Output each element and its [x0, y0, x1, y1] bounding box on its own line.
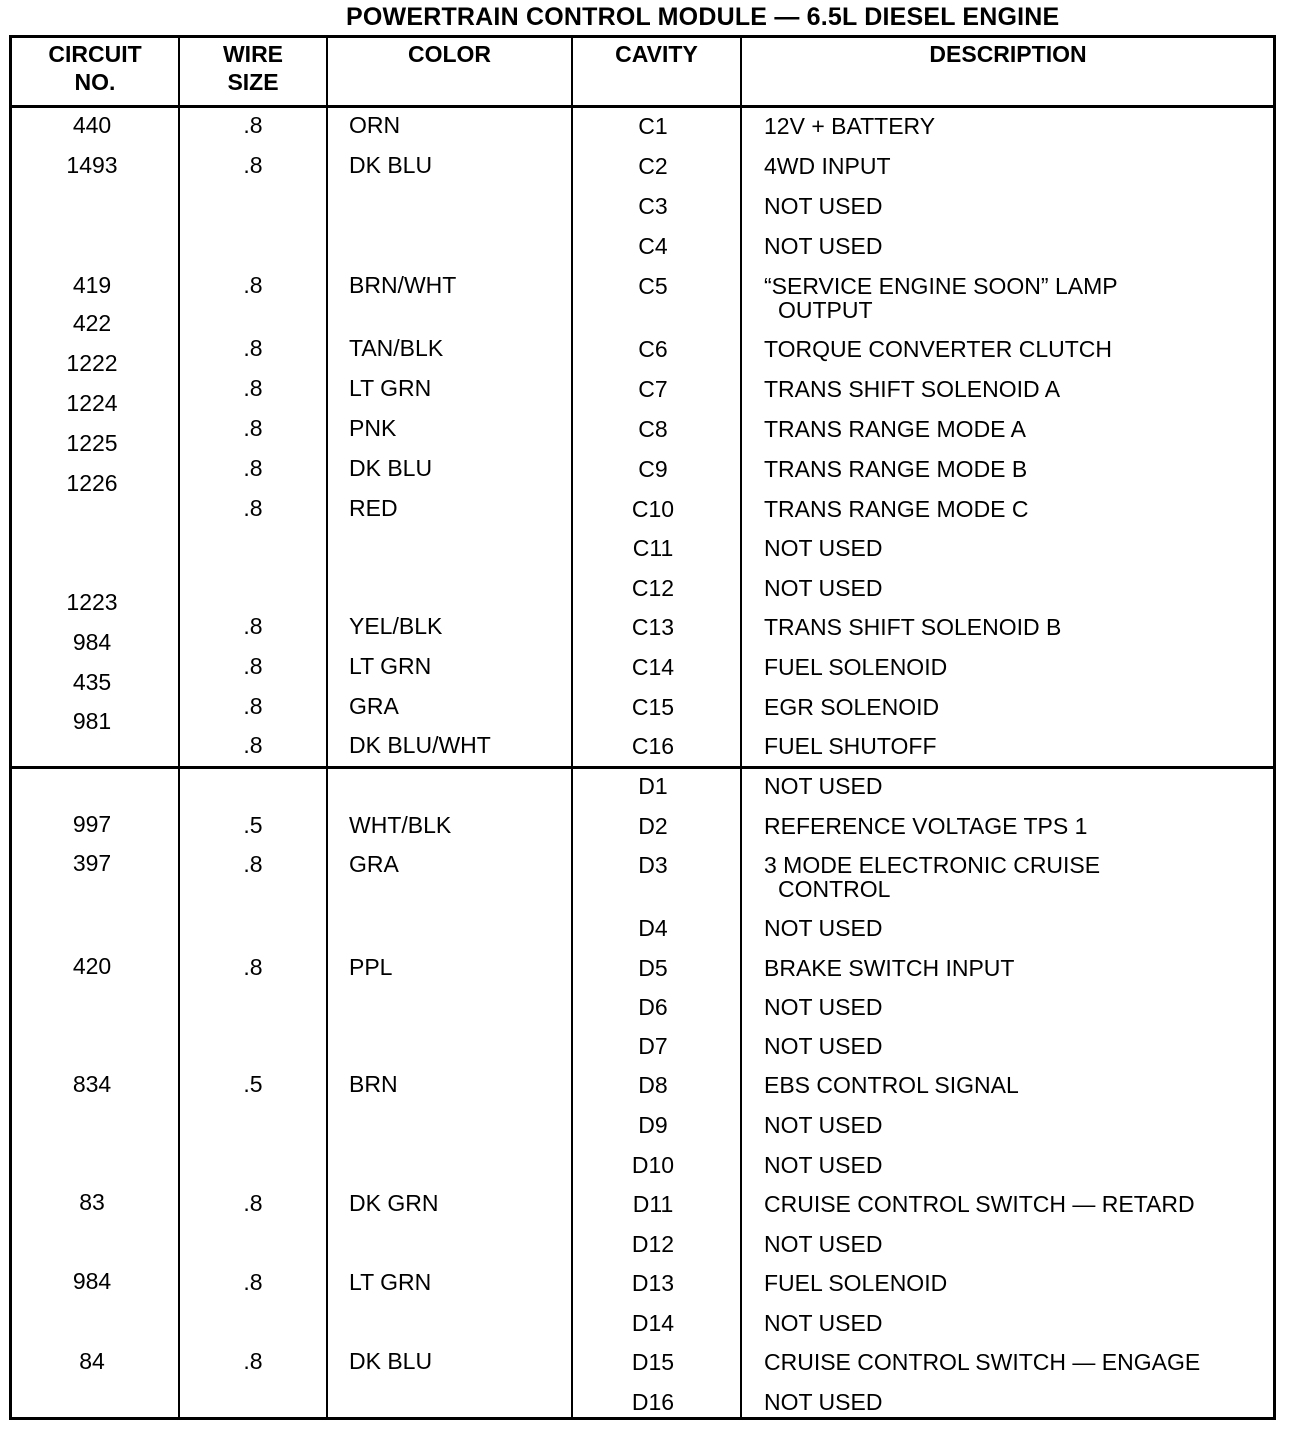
description-line1: TRANS RANGE MODE A [764, 416, 1026, 442]
wire-size: .5 [243, 1071, 263, 1097]
cavity: C2 [638, 153, 668, 179]
circuit-number: 1226 [66, 470, 118, 496]
cavity: D12 [631, 1231, 675, 1257]
description [764, 377, 1060, 401]
wire-color: DK BLU [349, 455, 433, 481]
description-line1: NOT USED [764, 1033, 883, 1059]
wire-color: ORN [349, 112, 401, 138]
wire-color: PNK [349, 415, 397, 441]
description [764, 695, 939, 719]
description-line2: CONTROL [778, 876, 891, 902]
description-line1: FUEL SOLENOID [764, 1270, 948, 1296]
header-circuit-line1: CIRCUIT [48, 41, 142, 67]
description-line1: 4WD INPUT [764, 153, 891, 179]
description [764, 916, 882, 940]
cavity: D8 [638, 1072, 668, 1098]
description-line1: TRANS RANGE MODE C [764, 496, 1029, 522]
description-line1: EBS CONTROL SIGNAL [764, 1072, 1019, 1098]
header-wire-size [180, 40, 326, 96]
circuit-number: 981 [72, 708, 112, 734]
description-line1: NOT USED [764, 915, 883, 941]
wire-color: WHT/BLK [349, 812, 452, 838]
description [764, 615, 1061, 639]
wire-color: GRA [349, 851, 399, 877]
header-divider [9, 105, 1276, 108]
description-line1: NOT USED [764, 1231, 883, 1257]
wire-size: .8 [243, 272, 263, 298]
description [764, 337, 1112, 361]
description-line1: “SERVICE ENGINE SOON” LAMP [764, 273, 1118, 299]
circuit-number: 984 [72, 629, 112, 655]
wire-size: .5 [243, 812, 263, 838]
description-line1: TRANS RANGE MODE B [764, 456, 1028, 482]
cavity: C15 [631, 694, 675, 720]
wire-size: .8 [243, 693, 263, 719]
cavity: C12 [631, 575, 675, 601]
circuit-number: 1493 [66, 152, 118, 178]
description [764, 536, 882, 560]
cavity: D10 [631, 1152, 675, 1178]
cavity: D1 [638, 773, 668, 799]
wire-color: PPL [349, 954, 393, 980]
wire-color: DK GRN [349, 1190, 439, 1216]
cavity: D5 [638, 955, 668, 981]
circuit-number: 834 [72, 1071, 112, 1097]
column-divider [326, 35, 328, 1420]
description [764, 1271, 947, 1295]
description [764, 1192, 1195, 1216]
wire-size: .8 [243, 335, 263, 361]
wire-size: .8 [243, 954, 263, 980]
circuit-number: 422 [72, 310, 112, 336]
description-line1: NOT USED [764, 994, 883, 1020]
description [764, 995, 882, 1019]
circuit-number: 397 [72, 850, 112, 876]
description-line1: NOT USED [764, 1152, 883, 1178]
description [764, 1073, 1019, 1097]
wire-size: .8 [243, 415, 263, 441]
wire-size: .8 [243, 653, 263, 679]
description [764, 1034, 882, 1058]
circuit-number: 1225 [66, 430, 118, 456]
wire-size: .8 [243, 1348, 263, 1374]
description-line1: CRUISE CONTROL SWITCH — RETARD [764, 1191, 1195, 1217]
wire-color: RED [349, 495, 398, 521]
header-color: COLOR [407, 41, 492, 67]
description [764, 1113, 882, 1137]
header-cavity: CAVITY [615, 41, 698, 67]
description [764, 457, 1027, 481]
cavity: C3 [638, 193, 668, 219]
circuit-number: 984 [72, 1268, 112, 1294]
wire-color: LT GRN [349, 375, 432, 401]
description-line1: REFERENCE VOLTAGE TPS 1 [764, 813, 1088, 839]
description [764, 1232, 882, 1256]
description-line1: TRANS SHIFT SOLENOID A [764, 376, 1061, 402]
wire-size: .8 [243, 375, 263, 401]
description [764, 1311, 882, 1335]
cavity: C10 [631, 496, 675, 522]
circuit-number: 83 [79, 1189, 105, 1215]
wire-color: YEL/BLK [349, 613, 443, 639]
cavity: D6 [638, 994, 668, 1020]
description-line1: 12V + BATTERY [764, 113, 936, 139]
circuit-number: 440 [72, 112, 112, 138]
description [764, 114, 935, 138]
wire-size: .8 [243, 851, 263, 877]
cavity: C8 [638, 416, 668, 442]
description [764, 194, 882, 218]
wire-color: BRN/WHT [349, 272, 457, 298]
wire-color: GRA [349, 693, 399, 719]
circuit-number: 1222 [66, 350, 118, 376]
description-line1: CRUISE CONTROL SWITCH — ENGAGE [764, 1349, 1201, 1375]
cavity: D2 [638, 813, 668, 839]
cavity: C1 [638, 113, 668, 139]
description-line1: 3 MODE ELECTRONIC CRUISE [764, 852, 1101, 878]
cavity: D13 [631, 1270, 675, 1296]
wire-size: .8 [243, 495, 263, 521]
wire-size: .8 [243, 1269, 263, 1295]
connector-divider [9, 766, 1276, 769]
wire-color: BRN [349, 1071, 398, 1097]
cavity: D4 [638, 915, 668, 941]
wire-color: DK BLU [349, 1348, 433, 1374]
circuit-number: 84 [79, 1348, 105, 1374]
description-line1: NOT USED [764, 773, 883, 799]
wire-size: .8 [243, 613, 263, 639]
description [764, 234, 882, 258]
cavity: C7 [638, 376, 668, 402]
page-title: POWERTRAIN CONTROL MODULE — 6.5L DIESEL ENGINE [346, 3, 1060, 31]
description [764, 1390, 882, 1414]
description [764, 853, 1100, 901]
description [764, 1153, 882, 1177]
wire-color: TAN/BLK [349, 335, 444, 361]
description [764, 417, 1026, 441]
cavity: C16 [631, 733, 675, 759]
description-line1: NOT USED [764, 1112, 883, 1138]
circuit-number: 420 [72, 953, 112, 979]
description-line1: EGR SOLENOID [764, 694, 940, 720]
cavity: C13 [631, 614, 675, 640]
circuit-number: 997 [72, 811, 112, 837]
description [764, 774, 882, 798]
description [764, 814, 1087, 838]
header-wire-line2: SIZE [227, 69, 279, 95]
circuit-number: 435 [72, 669, 112, 695]
description [764, 154, 891, 178]
description-line1: NOT USED [764, 193, 883, 219]
description [764, 956, 1014, 980]
wire-color: LT GRN [349, 1269, 432, 1295]
cavity: D3 [638, 852, 668, 878]
cavity: D14 [631, 1310, 675, 1336]
description [764, 274, 1118, 322]
wire-color: DK BLU/WHT [349, 732, 491, 758]
circuit-number: 419 [72, 272, 112, 298]
cavity: D16 [631, 1389, 675, 1415]
description-line1: TORQUE CONVERTER CLUTCH [764, 336, 1113, 362]
description-line1: NOT USED [764, 1389, 883, 1415]
cavity: D11 [632, 1191, 674, 1217]
cavity: C6 [638, 336, 668, 362]
description-line1: NOT USED [764, 1310, 883, 1336]
cavity: C14 [631, 654, 675, 680]
cavity: D9 [638, 1112, 668, 1138]
wire-size: .8 [243, 112, 263, 138]
wire-color: LT GRN [349, 653, 432, 679]
cavity: C5 [638, 273, 668, 299]
description [764, 497, 1029, 521]
description-line2: OUTPUT [778, 297, 873, 323]
wire-size: .8 [243, 152, 263, 178]
header-wire-line1: WIRE [222, 41, 284, 67]
description [764, 734, 937, 758]
cavity: D15 [631, 1349, 675, 1375]
header-description: DESCRIPTION [929, 41, 1087, 67]
description [764, 576, 882, 600]
description-line1: TRANS SHIFT SOLENOID B [764, 614, 1062, 640]
description-line1: NOT USED [764, 535, 883, 561]
cavity: C11 [632, 535, 674, 561]
column-divider [740, 35, 742, 1420]
description-line1: FUEL SHUTOFF [764, 733, 937, 759]
description [764, 655, 947, 679]
description-line1: BRAKE SWITCH INPUT [764, 955, 1015, 981]
description-line1: NOT USED [764, 575, 883, 601]
circuit-number: 1223 [66, 589, 118, 615]
wire-size: .8 [243, 455, 263, 481]
cavity: D7 [638, 1033, 668, 1059]
cavity: C4 [638, 233, 668, 259]
header-circuit-line2: NO. [74, 69, 116, 95]
circuit-number: 1224 [66, 390, 118, 416]
wire-color: DK BLU [349, 152, 433, 178]
wire-size: .8 [243, 1190, 263, 1216]
header-circuit-no [12, 40, 178, 96]
description-line1: FUEL SOLENOID [764, 654, 948, 680]
cavity: C9 [638, 456, 668, 482]
wire-size: .8 [243, 732, 263, 758]
description-line1: NOT USED [764, 233, 883, 259]
description [764, 1350, 1200, 1374]
